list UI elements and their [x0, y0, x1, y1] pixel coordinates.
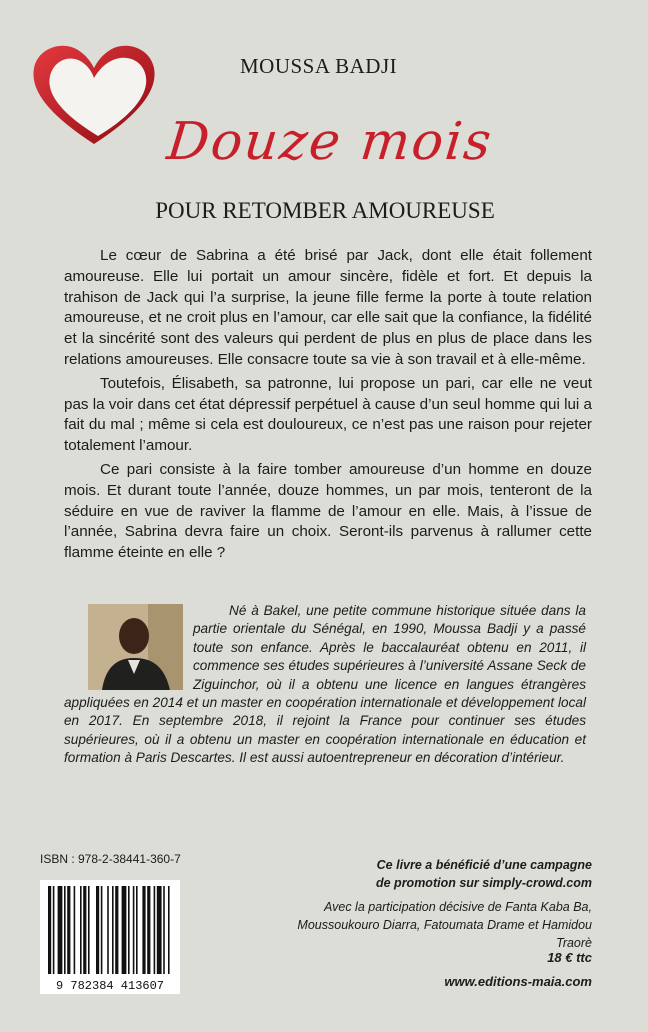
- synopsis-paragraph: Toutefois, Élisabeth, sa patronne, lui propose un pari, car elle ne veut pas la voir dans cet état dépressif perpétuel à cause d’un seul homme qui lui a fait du mal ; même si cela est douloureux, ce n’est pas une raison pour rejeter totalement l’amour.: [64, 374, 592, 455]
- barcode-bar: [80, 886, 82, 974]
- heart-icon: [28, 40, 160, 152]
- barcode-bar: [88, 886, 90, 974]
- barcode-bar: [163, 886, 165, 974]
- price: 18 € ttc: [547, 950, 592, 965]
- barcode-bar: [96, 886, 99, 974]
- barcode-bar: [154, 886, 156, 974]
- barcode-bar: [53, 886, 55, 974]
- barcode-bar: [107, 886, 109, 974]
- synopsis: [64, 246, 592, 564]
- publisher-website: www.editions-maia.com: [444, 974, 592, 989]
- barcode-bar: [128, 886, 130, 974]
- barcode-bar: [168, 886, 170, 974]
- barcode-bar: [58, 886, 63, 974]
- barcode-bar: [101, 886, 103, 974]
- barcode-bar: [48, 886, 51, 974]
- barcode-bar: [147, 886, 150, 974]
- barcode: [40, 880, 180, 994]
- barcode-bar: [74, 886, 76, 974]
- barcode-bar: [157, 886, 162, 974]
- author-bio: Né à Bakel, une petite commune historique située dans la partie orientale du Sénégal, en 1990, Moussa Badji y a passé toute son enfance. Après le baccalauréat obtenu en 2011, il commence ses études supérieures à l’université Assane Seck de Ziguinchor, où il a obtenu une licence en langues étrangères appliquées en 2014 et un master en coopération internationale et développement local en 2017. En septembre 2018, il rejoint la France pour continuer ses études supérieures, où il a obtenu un master en coopération internationale en éducation et formation à Paris Descartes. Il est aussi autoentrepreneur en décoration d’intérieur.: [64, 603, 586, 766]
- promo-line: de promotion sur simply-crowd.com: [376, 876, 592, 890]
- isbn: ISBN : 978-2-38441-360-7: [40, 852, 181, 866]
- barcode-bar: [64, 886, 66, 974]
- barcode-bar: [67, 886, 70, 974]
- promo-note: [332, 856, 592, 892]
- participation-note: [292, 898, 592, 952]
- promo-line: Ce livre a bénéficié d’une campagne: [376, 858, 592, 872]
- participation-line: Avec la participation décisive de Fanta Kaba Ba,: [324, 900, 592, 914]
- synopsis-paragraph: Le cœur de Sabrina a été brisé par Jack, dont elle était follement amoureuse. Elle lui portait un amour sincère, fidèle et fort. Et depuis la trahison de Jack qui l’a surprise, la jeune fille ferme la porte à toute relation amoureuse, et ne croit plus en l’amour, car elle sait que la confiance, la fidélité et la sincérité sont des valeurs qui perdent de plus en plus de place dans les relations amoureuses. Elle consacre toute sa vie à son travail et à elle-même.: [64, 247, 592, 368]
- participation-line: Moussoukouro Diarra, Fatoumata Drame et Hamidou Traorè: [297, 918, 592, 950]
- barcode-bar: [142, 886, 145, 974]
- barcode-bar: [83, 886, 86, 974]
- barcode-bar: [136, 886, 138, 974]
- barcode-bar: [122, 886, 127, 974]
- synopsis-paragraph: Ce pari consiste à la faire tomber amoureuse d’un homme en douze mois. Et durant toute l’année, douze hommes, un par mois, tenteront de la séduire en vue de raviver la flamme de l’amour en elle. Mais, à l’issue de l’année, Sabrina devra faire un choix. Seront-ils parvenus à rallumer cette flamme éteinte en elle ?: [64, 460, 592, 562]
- book-title: Douze mois: [164, 112, 496, 172]
- author-bio-section: [64, 602, 586, 768]
- author-photo: [88, 604, 183, 690]
- author-name: MOUSSA BADJI: [240, 54, 398, 78]
- barcode-bar: [133, 886, 135, 974]
- barcode-bar: [115, 886, 118, 974]
- book-subtitle: POUR RETOMBER AMOUREUSE: [155, 198, 495, 223]
- barcode-digits: 9 782384 413607: [55, 979, 165, 993]
- barcode-bar: [112, 886, 114, 974]
